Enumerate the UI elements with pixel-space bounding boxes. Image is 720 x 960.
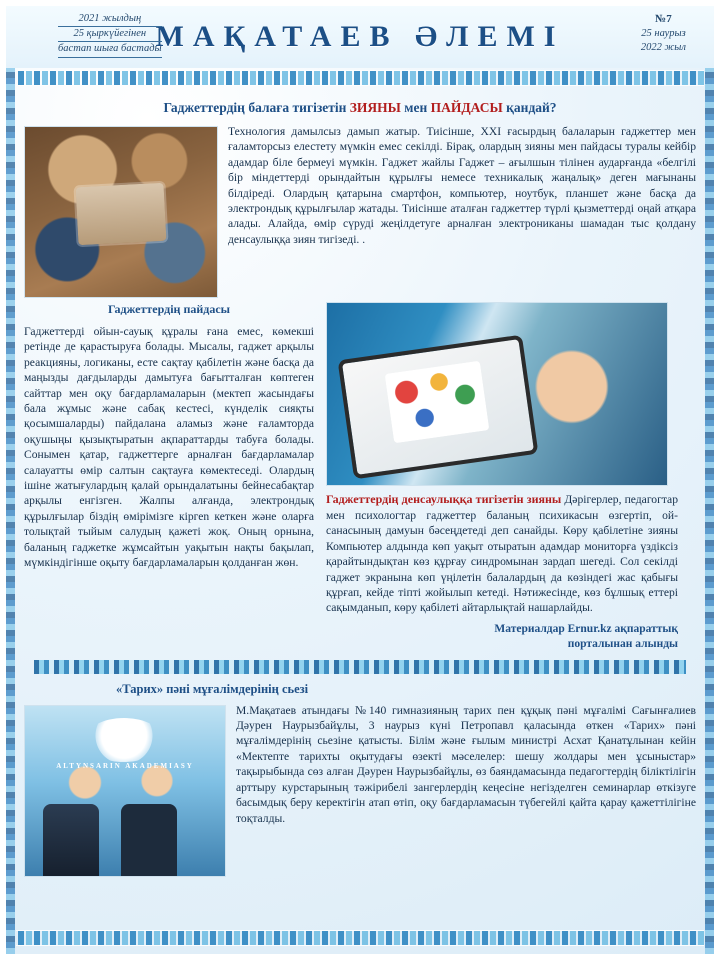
masthead (6, 6, 714, 68)
footer-divider (16, 930, 704, 946)
article1-left-column (24, 302, 314, 652)
harm-text: Дәрігерлер, педагогтар мен психологтар гаджеттер баланың психикасын өзгертіп, ой-санасының дамуын бәсеңдетеді деп санайды. Көру қабілетіне зияны Компьютер алдында көп уақыт отыратын адамдар мониторға үздіксіз қарайтындықтан көз құрғау синдромынан зардап шегеді. Сол секілді гаджет экранына көп үңілетін балалардың да көзіндегі жас қабығы құрғап, кейде тіпті жойылып кетеді. Нәтижесінде, көз бұлшық еттері сақымданып, көру қабілеті айтарлықтай нашарлайды. (326, 493, 678, 615)
headline-segment-2: мен (400, 100, 431, 115)
article1-headline (24, 100, 696, 116)
benefits-subhead: Гаджеттердің пайдасы (107, 302, 231, 316)
benefits-text: Гаджеттерді ойын-сауық құралы ғана емес, көмекші ретінде де қарастыруға болады. Мысалы, гаджет арқылы реакцияны, логиканы, есте сақтау қабілетін және басқа да маңызды дағдыларды дамытуға бағытталған көптеген сайттар мен оқу бағдарламаларын (мектеп жасындағы бала жұмыс және сабақ кестесі, күнделік сияқты қосымшаларды) пайдалана аламыз және ғаламторда оқушыңы қызықтыратын ақпараттарды табуға болады. Сонымен қатар, гаджеттерге арналған бағдарламалар салауатты өмір салтын сақтауға көмектеседі. Олардың ішіне жатығулардың қалай орындалатыны бейнесабақтар арқылы енгізген. Жалпы алғанда, электрондық құрылғылар біздің өмірімізге кіргеn кеткен және оларға толықтай тыйым салудың қажеті жоқ. Оның орнына, баланың гаджетке жұмсайтын уақытын нақты бақылап, мүмкіндігінше оқыту бағдарламаларын қолданған жөн. (24, 324, 314, 570)
headline-segment-harm: ЗИЯНЫ (349, 100, 401, 115)
credit-line-1: Материалдар Ernur.kz ақпараттық (494, 622, 678, 635)
issue-number: №7 (655, 13, 672, 25)
issue-info-right (641, 12, 686, 56)
harm-subhead: Гаджеттердің денсаулыққа тигізетін зияны (326, 492, 562, 506)
masthead-divider (16, 70, 704, 86)
issue-info-left (58, 12, 162, 58)
article1-credit (326, 622, 678, 652)
right-border-ornament (705, 6, 714, 954)
issue-date-day: 25 наурыз (641, 28, 686, 40)
headline-segment-1: Гаджеттердің балаға тигізетін (163, 100, 350, 115)
photo-conference-participants (24, 705, 226, 877)
section-divider (34, 660, 686, 674)
page-title: МАҚАТАЕВ ӘЛЕМІ (155, 20, 565, 53)
article1-right-column (326, 302, 678, 652)
article2-body: М.Мақатаев атындағы №140 гимназияның тарих пен құқық пәні мұғалімі Сағынғалиев Дәурен Наурызбайұлы, 3 наурыз күні Петропавл қаласында өткен «Тарих» пәні мұғалімдерінің сьезіне қатысты. Білім және ғылым министрі Асхат Қанатұлынан кейін «Мектепте тарихты оқытудағы өзекті мәселелер: шешу жолдары мен ұсыныстар» тақырыбында сөз алған Дәурен Наурызбайұлы, өз баяндамасында педагогтердің біліктілігін арттыру курстарының тәжірибелі зангерлердің кеңесіне негізделген семинарлар өткізуге басымдық беру керектігін атап өтіп, оқу бағдарламасын түбегейлі қайта қарау қажеттілігіне тоқталды. (236, 703, 696, 825)
article1-lead-block (24, 124, 696, 247)
issue-start-line1: 2021 жылдың (58, 12, 162, 27)
main-content (6, 86, 714, 826)
article2-headline: «Тарих» пәні мұғалімдерінің сьезі (116, 681, 309, 696)
headline-segment-3: қандай? (502, 100, 557, 115)
headline-segment-benefit: ПАЙДАСЫ (430, 100, 503, 115)
left-border-ornament (6, 6, 15, 954)
issue-date-year: 2022 жыл (640, 42, 686, 54)
photo-children-with-laptops (24, 126, 218, 298)
credit-line-2: порталынан алынды (567, 637, 678, 650)
photo-boy-with-tablet (326, 302, 668, 486)
article1-lead-text: Технология дамылсыз дамып жатыр. Тиісінше, XXI ғасырдың балаларын гаджеттер мен ғаламторсыз елестету мүмкін емес секілді. Бірақ, олардың зияны мен пайдасы туралы кейбір адамдар біле бермеуі мүмкін. Гаджет жайлы Гаджет – ағылшын тілінен аударғанда «белгілі бір міндеттерді орындайтын құрылғы немесе техникалық жаңалық» деген мағынаны білдіреді. Олардың қатарына смартфон, компьютер, ноутбук, планшет және басқа да электрондық құрылғылар жатады. Тиісінше аталған гаджеттер түрлі қызметтерді оңай атқара алады. Алайда, өмір сүруді жеңілдетуге арналған электрониканы шамадан тыс қолдану денсаулыққа зиян тигізеді. . (228, 125, 696, 246)
article2 (24, 682, 696, 826)
issue-start-line3: бастап шыға бастады (58, 42, 162, 57)
article1-columns (24, 302, 696, 652)
altynsarin-academy-logo: ALTYNSARIN AKADEMIASY (56, 761, 194, 770)
issue-start-line2: 25 қыркүйегінен (58, 27, 162, 42)
harm-paragraph (326, 492, 678, 616)
